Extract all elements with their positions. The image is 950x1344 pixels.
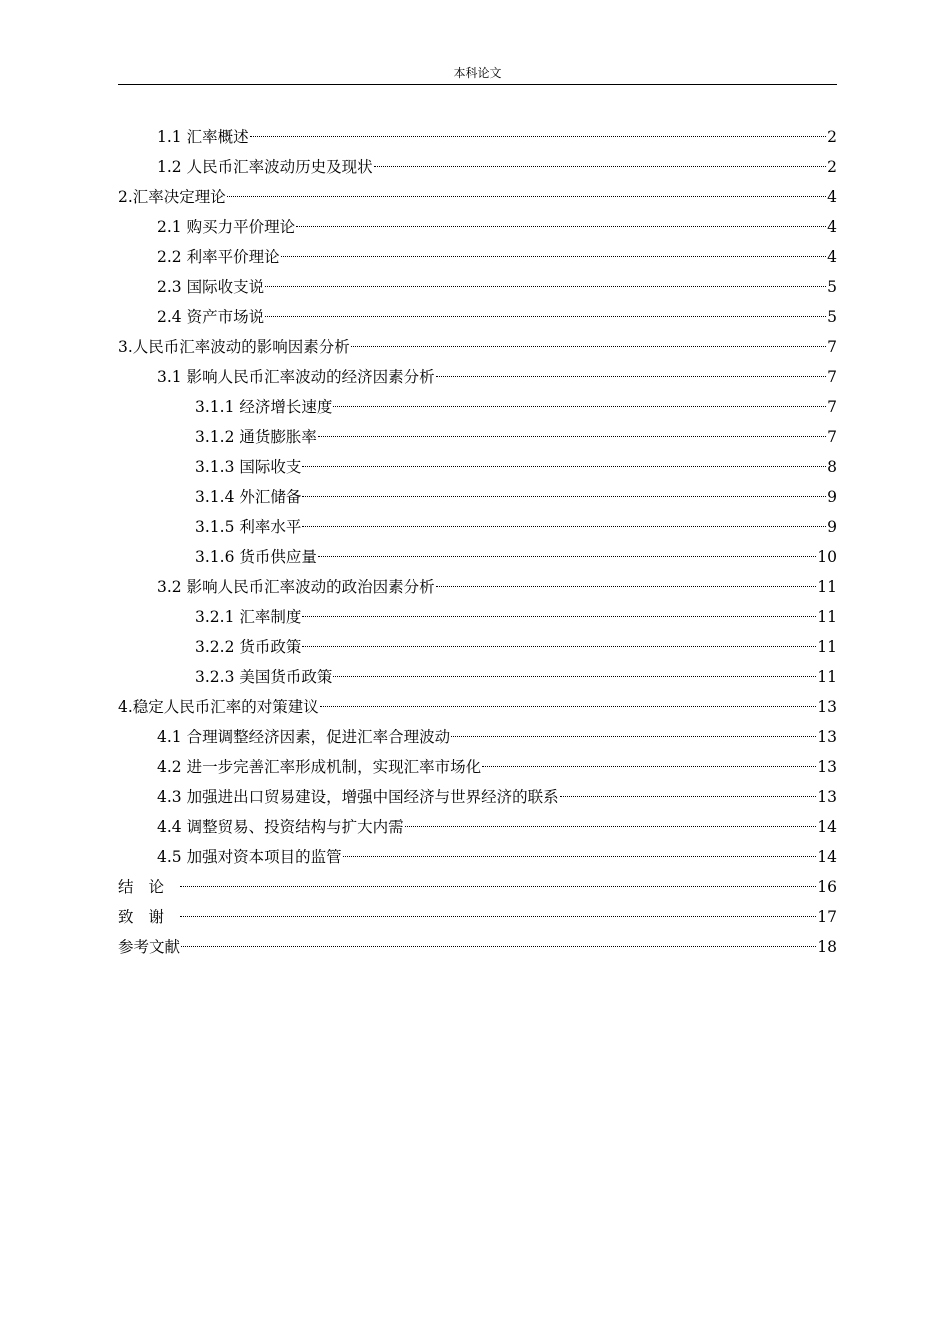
toc-entry-title: 2.汇率决定理论 [118, 188, 226, 206]
toc-entry-title: 3.人民币汇率波动的影响因素分析 [118, 338, 350, 356]
toc-entry[interactable] [118, 212, 837, 242]
toc-entry-title: 3.2.2 货币政策 [195, 638, 302, 656]
toc-entry[interactable] [118, 152, 837, 182]
toc-entry-title: 4.4 调整贸易、投资结构与扩大内需 [157, 818, 404, 836]
toc-entry[interactable] [118, 932, 837, 962]
toc-entry-title: 1.1 汇率概述 [157, 128, 249, 146]
toc-dot-leader [436, 585, 817, 587]
toc-entry-page: 11 [817, 608, 837, 626]
toc-entry-page: 9 [827, 518, 837, 536]
toc-dot-leader [302, 495, 826, 497]
toc-entry-title: 3.1.2 通货膨胀率 [195, 428, 317, 446]
toc-entry-title: 结论 [118, 878, 180, 896]
toc-entry-page: 2 [827, 158, 837, 176]
toc-entry-title: 3.1.3 国际收支 [195, 458, 302, 476]
header-title: 本科论文 [453, 66, 502, 80]
toc-entry[interactable] [118, 872, 837, 902]
toc-entry-page: 13 [817, 758, 837, 776]
toc-entry-page: 5 [827, 278, 837, 296]
toc-dot-leader [227, 195, 826, 197]
toc-dot-leader [302, 525, 826, 527]
toc-dot-leader [265, 285, 826, 287]
toc-entry[interactable] [118, 542, 837, 572]
toc-entry-page: 18 [817, 938, 837, 956]
toc-dot-leader [296, 225, 826, 227]
toc-entry-page: 4 [827, 218, 837, 236]
toc-entry[interactable] [118, 752, 837, 782]
toc-dot-leader [343, 855, 817, 857]
toc-dot-leader [320, 705, 816, 707]
toc-entry[interactable] [118, 722, 837, 752]
toc-entry-page: 5 [827, 308, 837, 326]
toc-dot-leader [180, 915, 816, 917]
toc-entry[interactable] [118, 362, 837, 392]
toc-entry[interactable] [118, 482, 837, 512]
toc-entry[interactable] [118, 692, 837, 722]
toc-entry-title: 4.3 加强进出口贸易建设，增强中国经济与世界经济的联系 [157, 788, 559, 806]
toc-entry-title: 4.1 合理调整经济因素，促进汇率合理波动 [157, 728, 451, 746]
toc-entry-page: 11 [817, 578, 837, 596]
toc-entry-page: 2 [827, 128, 837, 146]
page-header [118, 64, 837, 85]
toc-entry-page: 13 [817, 698, 837, 716]
toc-dot-leader [405, 825, 817, 827]
toc-dot-leader [560, 795, 817, 797]
toc-entry-title: 3.1.4 外汇储备 [195, 488, 302, 506]
toc-entry[interactable] [118, 422, 837, 452]
toc-entry[interactable] [118, 122, 837, 152]
toc-entry-title: 3.1.6 货币供应量 [195, 548, 317, 566]
toc-entry[interactable] [118, 572, 837, 602]
toc-entry[interactable] [118, 182, 837, 212]
toc-entry-page: 17 [817, 908, 837, 926]
toc-entry[interactable] [118, 392, 837, 422]
toc-dot-leader [302, 645, 816, 647]
toc-dot-leader [250, 135, 827, 137]
toc-entry-title: 2.3 国际收支说 [157, 278, 265, 296]
toc-dot-leader [482, 765, 816, 767]
toc-entry[interactable] [118, 842, 837, 872]
toc-entry[interactable] [118, 452, 837, 482]
toc-entry[interactable] [118, 242, 837, 272]
toc-dot-leader [302, 465, 826, 467]
toc-dot-leader [180, 885, 816, 887]
toc-entry[interactable] [118, 662, 837, 692]
toc-entry-title: 3.2 影响人民币汇率波动的政治因素分析 [157, 578, 435, 596]
toc-entry-title: 2.2 利率平价理论 [157, 248, 280, 266]
toc-entry-title: 4.稳定人民币汇率的对策建议 [118, 698, 319, 716]
toc-entry[interactable] [118, 272, 837, 302]
toc-entry-page: 7 [827, 338, 837, 356]
toc-dot-leader [318, 435, 826, 437]
toc-entry[interactable] [118, 632, 837, 662]
toc-dot-leader [374, 165, 827, 167]
toc-entry-page: 16 [817, 878, 837, 896]
toc-entry-page: 10 [817, 548, 837, 566]
toc-dot-leader [302, 615, 816, 617]
toc-entry[interactable] [118, 302, 837, 332]
toc-entry-title: 致谢 [118, 908, 180, 926]
toc-entry-page: 4 [827, 248, 837, 266]
toc-entry-page: 11 [817, 638, 837, 656]
toc-entry[interactable] [118, 512, 837, 542]
toc-entry[interactable] [118, 332, 837, 362]
toc-entry-page: 4 [827, 188, 837, 206]
toc-entry-page: 13 [817, 728, 837, 746]
toc-entry-title: 1.2 人民币汇率波动历史及现状 [157, 158, 373, 176]
toc-entry-page: 9 [827, 488, 837, 506]
toc-entry-page: 11 [817, 668, 837, 686]
toc-entry-title: 3.2.3 美国货币政策 [195, 668, 333, 686]
toc-entry-title: 3.1.1 经济增长速度 [195, 398, 333, 416]
toc-entry[interactable] [118, 812, 837, 842]
toc-entry-title: 参考文献 [118, 938, 181, 956]
toc-dot-leader [318, 555, 816, 557]
toc-entry-page: 14 [817, 818, 837, 836]
table-of-contents [118, 122, 837, 962]
toc-dot-leader [181, 945, 816, 947]
toc-dot-leader [451, 735, 816, 737]
toc-entry-page: 14 [817, 848, 837, 866]
toc-entry-page: 8 [827, 458, 837, 476]
toc-dot-leader [281, 255, 827, 257]
toc-entry-title: 4.5 加强对资本项目的监管 [157, 848, 342, 866]
toc-dot-leader [333, 675, 816, 677]
toc-entry-page: 7 [827, 368, 837, 386]
toc-dot-leader [265, 315, 826, 317]
toc-entry-page: 7 [827, 398, 837, 416]
toc-entry-title: 3.2.1 汇率制度 [195, 608, 302, 626]
toc-dot-leader [436, 375, 827, 377]
toc-entry-title: 4.2 进一步完善汇率形成机制，实现汇率市场化 [157, 758, 482, 776]
toc-entry-title: 2.1 购买力平价理论 [157, 218, 296, 236]
toc-entry-page: 13 [817, 788, 837, 806]
toc-entry-title: 3.1 影响人民币汇率波动的经济因素分析 [157, 368, 435, 386]
toc-entry-title: 2.4 资产市场说 [157, 308, 265, 326]
toc-dot-leader [333, 405, 826, 407]
toc-dot-leader [351, 345, 826, 347]
toc-entry-page: 7 [827, 428, 837, 446]
toc-entry[interactable] [118, 782, 837, 812]
toc-entry-title: 3.1.5 利率水平 [195, 518, 302, 536]
toc-entry[interactable] [118, 602, 837, 632]
toc-entry[interactable] [118, 902, 837, 932]
